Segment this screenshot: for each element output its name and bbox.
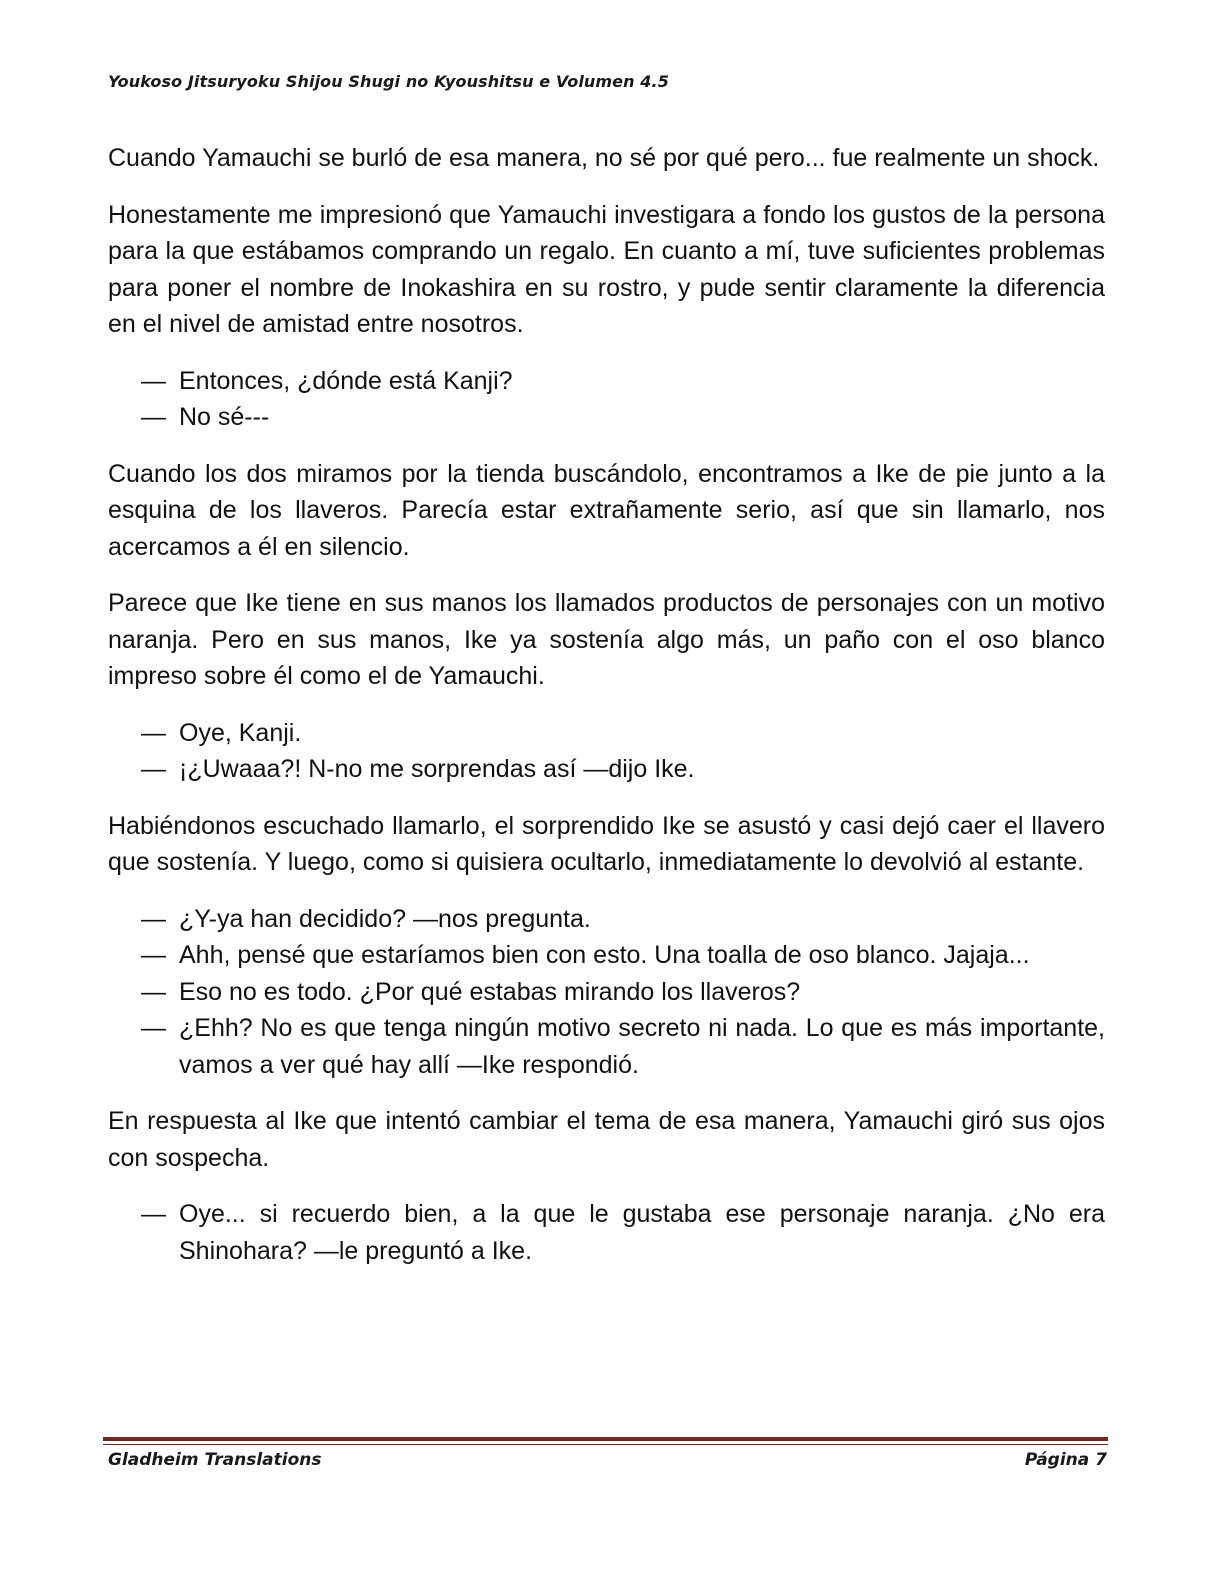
dialogue-dash: — <box>141 755 166 783</box>
page-body <box>108 140 1105 1289</box>
dialogue-dash: — <box>141 904 166 933</box>
dialogue-dash: — <box>141 1200 166 1228</box>
dialogue-line <box>108 715 1105 752</box>
paragraph-5: Habiéndonos escuchado llamarlo, el sorprendido Ike se asustó y casi dejó caer el llavero que sostenía. Y luego, como si quisiera ocultarlo, inmediatamente lo devolvió al estante. <box>108 811 1105 876</box>
dialogue-block-4 <box>108 1196 1105 1269</box>
dialogue-dash: — <box>141 977 166 1006</box>
paragraph-6: En respuesta al Ike que intentó cambiar el tema de esa manera, Yamauchi giró sus ojos con sospecha. <box>108 1107 1105 1172</box>
dialogue-text: ¡¿Uwaaa?! N-no me sorprendas así —dijo Ike. <box>179 755 695 783</box>
dialogue-dash: — <box>141 403 166 431</box>
running-header: Youkoso Jitsuryoku Shijou Shugi no Kyoushitsu e Volumen 4.5 <box>108 72 669 91</box>
paragraph-3: Cuando los dos miramos por la tienda buscándolo, encontramos a Ike de pie junto a la esquina de los llaveros. Parecía estar extrañamente serio, así que sin llamarlo, nos acercamos a él en silencio. <box>108 459 1105 561</box>
dialogue-text: Oye, Kanji. <box>179 718 302 747</box>
dialogue-dash: — <box>141 718 166 747</box>
dialogue-text: Eso no es todo. ¿Por qué estabas mirando los llaveros? <box>179 977 801 1006</box>
dialogue-dash: — <box>141 366 166 395</box>
footer-credit: Gladheim Translations <box>108 1450 322 1470</box>
paragraph-2: Honestamente me impresionó que Yamauchi investigara a fondo los gustos de la persona para la que estábamos comprando un regalo. En cuanto a mí, tuve suficientes problemas para poner el nombre de Inokashira en su rostro, y pude sentir claramente la diferencia en el nivel de amistad entre nosotros. <box>108 200 1105 338</box>
dialogue-line <box>108 901 1105 938</box>
dialogue-text: No sé--- <box>179 403 270 431</box>
paragraph-4: Parece que Ike tiene en sus manos los llamados productos de personajes con un motivo naranja. Pero en sus manos, Ike ya sostenía algo más, un paño con el oso blanco impreso sobre él como el de Yamauchi. <box>108 589 1105 690</box>
dialogue-text: ¿Y-ya han decidido? —nos pregunta. <box>179 904 591 933</box>
dialogue-text: Entonces, ¿dónde está Kanji? <box>179 366 513 395</box>
dialogue-line <box>108 1196 1105 1269</box>
dialogue-block-1 <box>108 363 1105 436</box>
dialogue-line <box>108 399 1105 436</box>
dialogue-line <box>108 363 1105 400</box>
dialogue-text: ¿Ehh? No es que tenga ningún motivo secreto ni nada. Lo que es más importante, vamos a ver qué hay allí —Ike respondió. <box>179 1014 1105 1079</box>
dialogue-text: Ahh, pensé que estaríamos bien con esto. Una toalla de oso blanco. Jajaja... <box>179 941 1030 969</box>
dialogue-line <box>108 751 1105 788</box>
dialogue-line <box>108 974 1105 1011</box>
dialogue-dash: — <box>141 941 166 969</box>
footer-divider-thick <box>103 1437 1108 1441</box>
dialogue-line <box>108 1010 1105 1083</box>
dialogue-block-2 <box>108 715 1105 788</box>
dialogue-block-3 <box>108 901 1105 1084</box>
page-number: Página 7 <box>1024 1450 1107 1470</box>
dialogue-dash: — <box>141 1014 166 1042</box>
footer-divider-thin <box>103 1444 1108 1445</box>
dialogue-line <box>108 937 1105 974</box>
dialogue-text: Oye... si recuerdo bien, a la que le gustaba ese personaje naranja. ¿No era Shinohara? —le preguntó a Ike. <box>179 1200 1105 1265</box>
paragraph-1: Cuando Yamauchi se burló de esa manera, no sé por qué pero... fue realmente un shock. <box>108 144 1100 172</box>
